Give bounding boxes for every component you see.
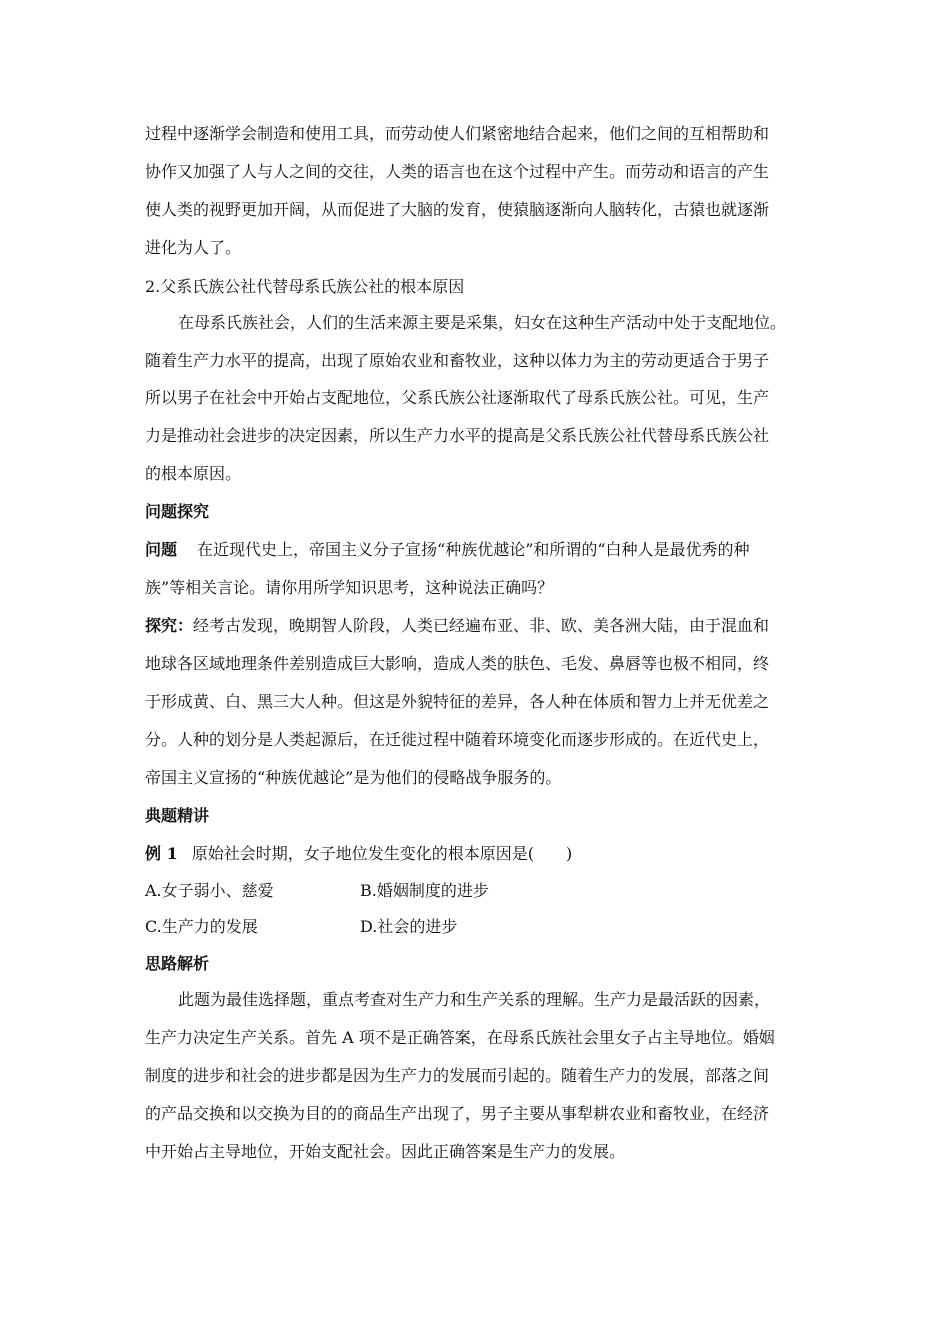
paragraph-line: 力是推动社会进步的决定因素，所以生产力水平的提高是父系氏族公社代替母系氏族公社 [145, 426, 770, 445]
analysis-line: 中开始占主导地位，开始支配社会。因此正确答案是生产力的发展。 [145, 1142, 626, 1161]
option-d: D.社会的进步 [360, 917, 458, 936]
paragraph-line: 协作又加强了人与人之间的交往，人类的语言也在这个过程中产生。而劳动和语言的产生 [145, 162, 770, 181]
analysis-heading: 思路解析 [145, 954, 210, 973]
paragraph-line: 进化为人了。 [145, 238, 242, 257]
question-text: 在近现代史上，帝国主义分子宣扬“种族优越论”和所谓的“白种人是最优秀的种 [197, 540, 750, 559]
paragraph-line: 所以男子在社会中开始占支配地位，父系氏族公社逐渐取代了母系氏族公社。可见，生产 [145, 388, 770, 407]
option-a: A.女子弱小、慈爱 [145, 881, 274, 900]
question-line [145, 539, 750, 561]
explore-line: 于形成黄、白、黑三大人种。但这是外貌特征的差异，各人种在体质和智力上并无优差之 [145, 692, 770, 711]
option-c: C.生产力的发展 [145, 917, 258, 936]
paragraph-line: 在母系氏族社会，人们的生活来源主要是采集，妇女在这种生产活动中处于支配地位。 [178, 313, 787, 332]
analysis-line: 的产品交换和以交换为目的的商品生产出现了，男子主要从事犁耕农业和畜牧业，在经济 [145, 1104, 770, 1123]
example-text: 原始社会时期，女子地位发生变化的根本原因是( ) [191, 844, 573, 863]
question-label: 问题 [145, 540, 178, 559]
explore-label: 探究： [145, 616, 194, 635]
paragraph-line: 随着生产力水平的提高，出现了原始农业和畜牧业，这种以体力为主的劳动更适合于男子 [145, 351, 770, 370]
paragraph-line: 的根本原因。 [145, 464, 242, 483]
section-heading: 2.父系氏族公社代替母系氏族公社的根本原因 [145, 277, 465, 296]
explore-line [145, 615, 769, 637]
example-heading: 典题精讲 [145, 806, 210, 825]
explore-line: 帝国主义宣扬的“种族优越论”是为他们的侵略战争服务的。 [145, 768, 562, 787]
analysis-line: 制度的进步和社会的进步都是因为生产力的发展而引起的。随着生产力的发展，部落之间 [145, 1066, 770, 1085]
explore-text: 经考古发现，晚期智人阶段，人类已经遍布亚、非、欧、美各洲大陆，由于混血和 [193, 616, 770, 635]
example-question [145, 843, 572, 865]
analysis-line: 生产力决定生产关系。首先 A 项不是正确答案，在母系氏族社会里女子占主导地位。婚姻 [145, 1028, 775, 1047]
inquiry-heading: 问题探究 [145, 502, 210, 521]
question-line: 族”等相关言论。请你用所学知识思考，这种说法正确吗？ [145, 578, 554, 597]
option-b: B.婚姻制度的进步 [360, 881, 489, 900]
paragraph-line: 过程中逐渐学会制造和使用工具，而劳动使人们紧密地结合起来，他们之间的互相帮助和 [145, 124, 770, 143]
explore-line: 分。人种的划分是人类起源后，在迁徙过程中随着环境变化而逐步形成的。在近代史上， [145, 730, 770, 749]
example-label: 例 1 [145, 844, 178, 863]
analysis-line: 此题为最佳选择题，重点考查对生产力和生产关系的理解。生产力是最活跃的因素， [178, 990, 771, 1009]
explore-line: 地球各区域地理条件差别造成巨大影响，造成人类的肤色、毛发、鼻唇等也极不相同，终 [145, 654, 770, 673]
paragraph-line: 使人类的视野更加开阔，从而促进了大脑的发育，使猿脑逐渐向人脑转化，古猿也就逐渐 [145, 200, 770, 219]
